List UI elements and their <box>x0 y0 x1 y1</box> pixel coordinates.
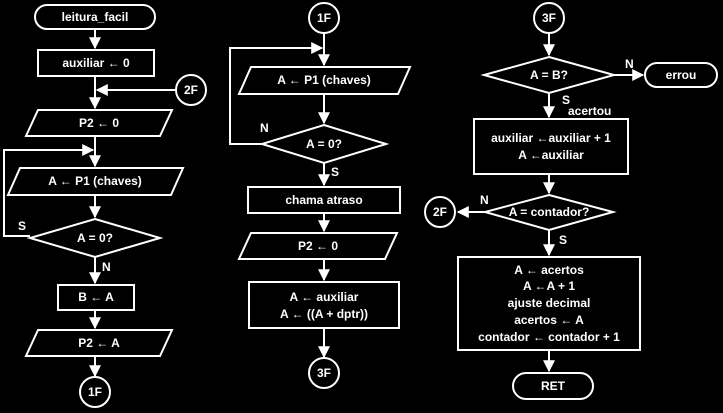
col3-label-n1: N <box>625 57 634 71</box>
connector-1f-in-label: 1F <box>316 11 332 25</box>
start-label: leitura_facil <box>61 10 129 24</box>
process-incrementa-auxiliar <box>474 119 628 174</box>
column-1 <box>4 5 206 407</box>
connector-2f-in-label: 2F <box>183 83 199 97</box>
connector-1f-out-label: 1F <box>87 385 103 399</box>
connector-3f-in-label: 3F <box>541 11 557 25</box>
col3-label-s2: S <box>559 233 568 247</box>
process-acertos-lines <box>478 263 620 344</box>
io-p2-zero-label: P2 ← 0 <box>78 116 120 130</box>
col2-label-n: N <box>260 121 269 135</box>
process-incrementa-auxiliar-line2: A ←auxiliar <box>518 148 584 162</box>
connector-2f-out-label: 2F <box>432 205 448 219</box>
decision-a-contador-label: A = contador? <box>508 205 590 219</box>
col1-label-s: S <box>18 219 27 233</box>
process-auxiliar-zero-label: auxiliar ← 0 <box>62 56 130 70</box>
process-acertos-line: A ← acertos <box>514 263 584 277</box>
decision-a-zero-col2-label: A = 0? <box>306 137 342 151</box>
terminator-ret-label: RET <box>541 379 565 393</box>
col3-label-acertou: acertou <box>568 104 612 118</box>
io-a-p1-label: A ← P1 (chaves) <box>48 174 142 188</box>
process-a-auxiliar-line1: A ← auxiliar <box>289 290 359 304</box>
connector-3f-out-label: 3F <box>316 366 332 380</box>
process-incrementa-auxiliar-line1: auxiliar ←auxiliar + 1 <box>491 131 611 145</box>
col1-label-n: N <box>102 260 111 274</box>
process-acertos-line: A ←A + 1 <box>522 279 576 293</box>
process-acertos-line: contador ← contador + 1 <box>478 330 620 344</box>
process-chama-atraso-label: chama atraso <box>285 193 363 207</box>
terminator-errou-label: errou <box>665 68 697 82</box>
col3-label-n2: N <box>480 193 489 207</box>
process-acertos-line: ajuste decimal <box>507 296 591 310</box>
io-p2-zero-col2-label: P2 ← 0 <box>297 239 339 253</box>
column-2 <box>230 3 410 388</box>
col2-label-s: S <box>331 165 340 179</box>
process-a-auxiliar-line2: A ← ((A + dptr)) <box>279 307 369 321</box>
decision-a-equals-b-label: A = B? <box>530 68 568 82</box>
io-p2-a-label: P2 ← A <box>78 336 120 350</box>
col3-label-s1: S <box>562 93 571 107</box>
column-3 <box>425 3 717 399</box>
process-b-a-label: B ← A <box>78 290 114 304</box>
decision-a-zero-label: A = 0? <box>77 231 113 245</box>
process-a-auxiliar <box>249 282 399 328</box>
io-a-p1-col2-label: A ← P1 (chaves) <box>277 73 371 87</box>
process-acertos-line: acertos ← A <box>514 313 584 327</box>
